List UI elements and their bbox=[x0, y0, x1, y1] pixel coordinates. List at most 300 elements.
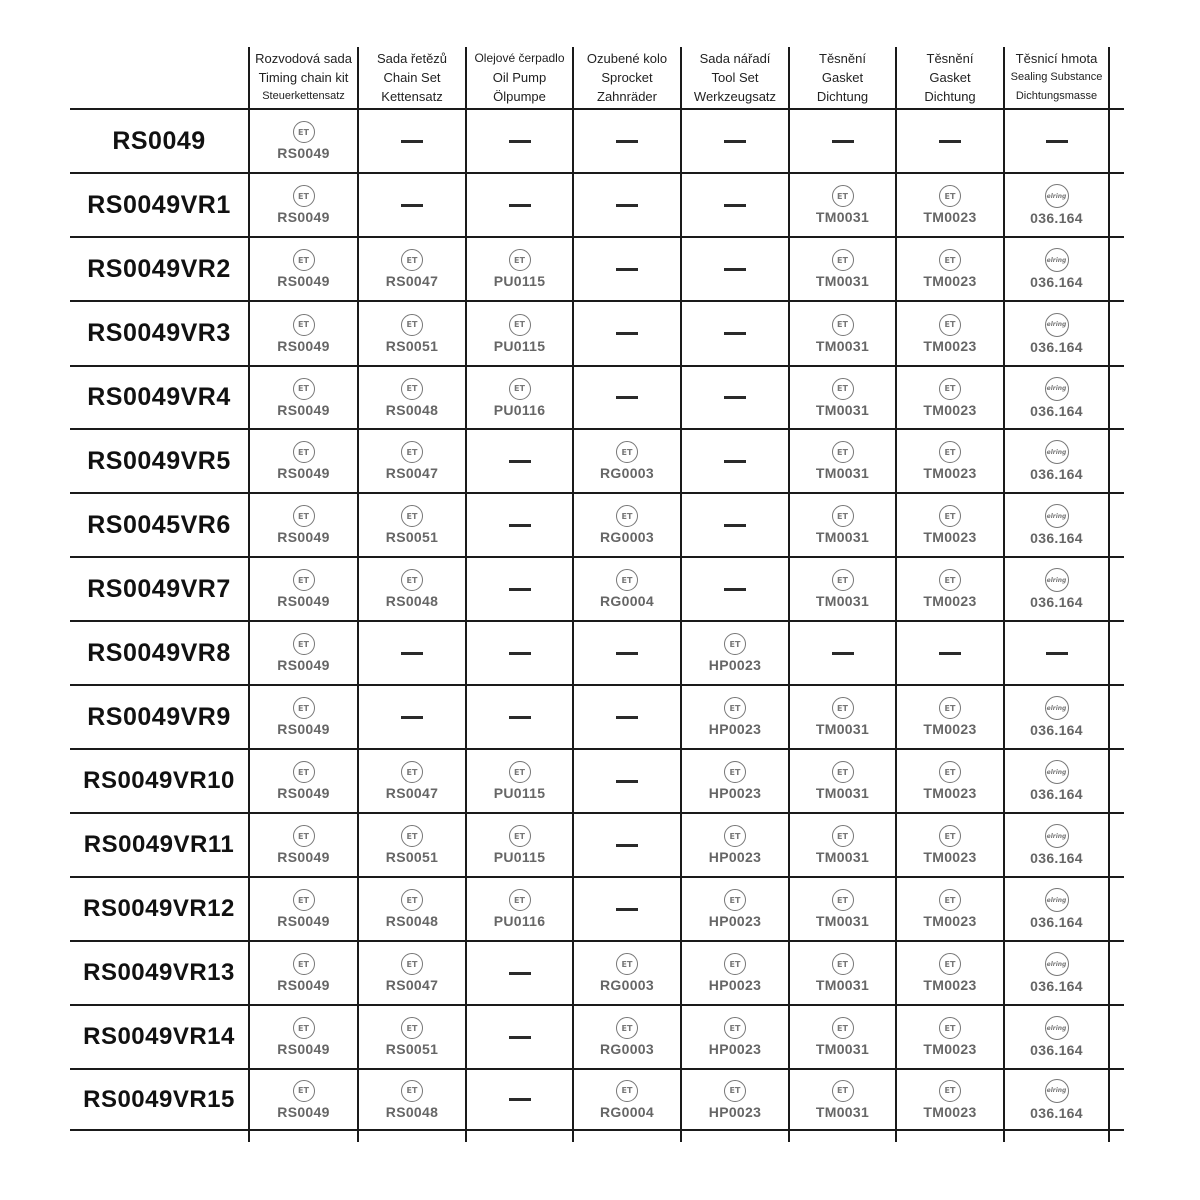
et-logo-icon: ET bbox=[293, 441, 315, 463]
not-applicable-dash bbox=[401, 204, 423, 207]
part-number: HP0023 bbox=[708, 1103, 762, 1120]
table-cell bbox=[789, 429, 896, 493]
table-cell bbox=[466, 1069, 573, 1130]
et-logo-icon: ET bbox=[832, 314, 854, 336]
table-cell bbox=[1004, 493, 1109, 557]
row-label: RS0049VR2 bbox=[87, 254, 231, 283]
not-applicable-dash bbox=[724, 332, 746, 335]
part-number: TM0023 bbox=[923, 913, 977, 929]
et-logo-icon: ET bbox=[616, 1080, 638, 1102]
et-logo-icon: ET bbox=[401, 378, 423, 400]
table-cell bbox=[681, 685, 789, 749]
table-cell bbox=[681, 1005, 789, 1069]
elring-logo-icon: elring bbox=[1045, 1016, 1069, 1040]
et-logo-icon: ET bbox=[616, 505, 638, 527]
part-number: TM0023 bbox=[923, 1041, 977, 1057]
column-header-line: Rozvodová sada bbox=[255, 50, 352, 66]
table-cell bbox=[466, 109, 573, 173]
table-cell bbox=[681, 493, 789, 557]
part-number: RS0048 bbox=[385, 401, 439, 418]
table-cell bbox=[789, 493, 896, 557]
not-applicable-dash bbox=[616, 396, 638, 399]
et-logo-icon: ET bbox=[509, 825, 531, 847]
part-number: 036.164 bbox=[1030, 914, 1083, 930]
part-number: PU0116 bbox=[493, 401, 546, 418]
et-logo-icon: ET bbox=[939, 314, 961, 336]
table-cell bbox=[573, 941, 681, 1005]
et-logo-icon: ET bbox=[832, 505, 854, 527]
et-logo-icon: ET bbox=[832, 889, 854, 911]
not-applicable-dash bbox=[509, 460, 531, 463]
part-number: TM0023 bbox=[923, 465, 977, 481]
column-header-line: Zahnräder bbox=[597, 88, 657, 104]
row-label: RS0049 bbox=[112, 126, 206, 155]
et-logo-icon: ET bbox=[401, 1017, 423, 1039]
part-number: RS0049 bbox=[277, 401, 330, 418]
column-header-line: Tool Set bbox=[711, 69, 759, 85]
row-label: RS0049VR7 bbox=[87, 574, 231, 603]
column-header bbox=[1004, 47, 1109, 107]
table-cell bbox=[358, 366, 466, 429]
not-applicable-dash bbox=[724, 524, 746, 527]
table-cell bbox=[789, 109, 896, 173]
part-number: RS0049 bbox=[277, 529, 330, 545]
part-number: TM0023 bbox=[923, 529, 977, 545]
part-number: HP0023 bbox=[708, 657, 762, 673]
et-logo-icon: ET bbox=[832, 185, 854, 207]
et-logo-icon: ET bbox=[939, 569, 961, 591]
table-cell bbox=[573, 173, 681, 237]
not-applicable-dash bbox=[509, 140, 531, 143]
table-cell bbox=[466, 173, 573, 237]
column-header-line: Dichtungsmasse bbox=[1015, 89, 1098, 102]
part-number: RS0047 bbox=[385, 977, 439, 993]
elring-logo-icon: elring bbox=[1045, 696, 1069, 720]
table-cell bbox=[358, 1069, 466, 1130]
part-number: TM0023 bbox=[923, 1103, 977, 1120]
elring-logo-icon: elring bbox=[1045, 377, 1069, 401]
table-cell bbox=[681, 366, 789, 429]
part-number: RS0049 bbox=[277, 657, 330, 673]
part-number: TM0023 bbox=[923, 337, 977, 354]
row-label: RS0049VR1 bbox=[87, 190, 231, 219]
table-cell bbox=[789, 621, 896, 685]
part-number: RS0051 bbox=[385, 337, 439, 354]
part-number: TM0031 bbox=[815, 529, 870, 545]
et-logo-icon: ET bbox=[401, 889, 423, 911]
et-logo-icon: ET bbox=[832, 825, 854, 847]
et-logo-icon: ET bbox=[509, 314, 531, 336]
et-logo-icon: ET bbox=[939, 505, 961, 527]
table-cell bbox=[466, 749, 573, 813]
column-header-line: Ölpumpe bbox=[493, 88, 546, 104]
table-cell bbox=[249, 1069, 358, 1130]
table-cell bbox=[573, 557, 681, 621]
et-logo-icon: ET bbox=[832, 953, 854, 975]
not-applicable-dash bbox=[401, 652, 423, 655]
part-number: PU0115 bbox=[493, 849, 546, 865]
table-cell bbox=[358, 877, 466, 941]
et-logo-icon: ET bbox=[832, 1080, 854, 1102]
not-applicable-dash bbox=[509, 524, 531, 527]
table-cell bbox=[358, 621, 466, 685]
table-cell bbox=[789, 366, 896, 429]
part-number: TM0023 bbox=[923, 209, 977, 225]
et-logo-icon: ET bbox=[401, 825, 423, 847]
table-cell bbox=[896, 493, 1004, 557]
et-logo-icon: ET bbox=[293, 697, 315, 719]
row-label: RS0049VR5 bbox=[87, 446, 231, 475]
part-number: RS0051 bbox=[385, 1041, 439, 1057]
et-logo-icon: ET bbox=[293, 121, 315, 143]
et-logo-icon: ET bbox=[293, 249, 315, 271]
et-logo-icon: ET bbox=[724, 633, 746, 655]
table-cell bbox=[789, 237, 896, 301]
et-logo-icon: ET bbox=[939, 761, 961, 783]
table-cell bbox=[466, 429, 573, 493]
table-cell bbox=[358, 301, 466, 366]
et-logo-icon: ET bbox=[939, 441, 961, 463]
et-logo-icon: ET bbox=[401, 505, 423, 527]
part-number: PU0116 bbox=[493, 913, 546, 929]
column-header-line: Werkzeugsatz bbox=[693, 88, 777, 104]
table-cell bbox=[681, 941, 789, 1005]
elring-logo-icon: elring bbox=[1045, 1079, 1069, 1103]
table-cell bbox=[466, 941, 573, 1005]
table-cell bbox=[573, 237, 681, 301]
column-header-line: Timing chain kit bbox=[258, 69, 349, 85]
not-applicable-dash bbox=[401, 716, 423, 719]
not-applicable-dash bbox=[616, 268, 638, 271]
row-label: RS0049VR10 bbox=[83, 767, 235, 794]
et-logo-icon: ET bbox=[939, 889, 961, 911]
not-applicable-dash bbox=[509, 1098, 531, 1101]
part-number: RS0051 bbox=[385, 529, 439, 545]
row-label: RS0049VR3 bbox=[87, 319, 231, 347]
table-cell bbox=[249, 621, 358, 685]
table-cell bbox=[789, 813, 896, 877]
not-applicable-dash bbox=[724, 588, 746, 591]
table-cell bbox=[681, 109, 789, 173]
table-cell bbox=[249, 813, 358, 877]
table-cell bbox=[681, 749, 789, 813]
et-logo-icon: ET bbox=[293, 569, 315, 591]
elring-logo-icon: elring bbox=[1045, 184, 1069, 208]
column-header-line: Sealing Substance bbox=[1010, 70, 1103, 83]
table-cell bbox=[1004, 366, 1109, 429]
part-number: RS0049 bbox=[277, 721, 330, 737]
et-logo-icon: ET bbox=[939, 185, 961, 207]
column-header bbox=[681, 47, 789, 107]
table-cell bbox=[1004, 557, 1109, 621]
not-applicable-dash bbox=[509, 716, 531, 719]
table-cell bbox=[896, 429, 1004, 493]
column-header-line: Oil Pump bbox=[492, 69, 547, 85]
table-cell bbox=[681, 429, 789, 493]
et-logo-icon: ET bbox=[401, 441, 423, 463]
row-label: RS0049VR13 bbox=[83, 959, 235, 986]
et-logo-icon: ET bbox=[832, 1017, 854, 1039]
table-cell bbox=[1004, 941, 1109, 1005]
et-logo-icon: ET bbox=[401, 761, 423, 783]
not-applicable-dash bbox=[724, 396, 746, 399]
not-applicable-dash bbox=[939, 140, 961, 143]
et-logo-icon: ET bbox=[509, 761, 531, 783]
et-logo-icon: ET bbox=[401, 249, 423, 271]
table-cell bbox=[1004, 877, 1109, 941]
table-cell bbox=[358, 109, 466, 173]
part-number: TM0031 bbox=[815, 465, 870, 481]
part-number: RS0048 bbox=[385, 593, 439, 609]
part-number: RG0003 bbox=[600, 977, 654, 993]
table-cell bbox=[789, 173, 896, 237]
table-cell bbox=[1004, 685, 1109, 749]
part-number: RS0049 bbox=[277, 145, 330, 161]
column-header-line: Steuerkettensatz bbox=[262, 89, 345, 102]
table-cell bbox=[789, 941, 896, 1005]
et-logo-icon: ET bbox=[616, 441, 638, 463]
table-cell bbox=[249, 685, 358, 749]
row-label: RS0049VR9 bbox=[87, 702, 231, 731]
row-label: RS0049VR11 bbox=[83, 831, 235, 858]
part-number: TM0031 bbox=[815, 1041, 870, 1057]
part-number: RS0049 bbox=[277, 209, 330, 225]
part-number: RG0003 bbox=[600, 1041, 654, 1057]
column-header-line: Ozubené kolo bbox=[586, 50, 668, 66]
table-cell bbox=[681, 301, 789, 366]
table-cell bbox=[466, 813, 573, 877]
not-applicable-dash bbox=[832, 652, 854, 655]
table-cell bbox=[896, 237, 1004, 301]
table-cell bbox=[681, 1069, 789, 1130]
part-number: 036.164 bbox=[1030, 530, 1083, 546]
part-number: RS0049 bbox=[277, 785, 330, 801]
table-cell bbox=[573, 1005, 681, 1069]
part-number: 036.164 bbox=[1030, 338, 1083, 355]
table-cell bbox=[358, 493, 466, 557]
part-number: RG0004 bbox=[600, 593, 654, 609]
table-cell bbox=[249, 366, 358, 429]
part-number: 036.164 bbox=[1030, 594, 1083, 610]
not-applicable-dash bbox=[724, 268, 746, 271]
part-number: 036.164 bbox=[1030, 402, 1083, 419]
table-cell bbox=[681, 557, 789, 621]
et-logo-icon: ET bbox=[724, 889, 746, 911]
table-cell bbox=[789, 1005, 896, 1069]
table-cell bbox=[1004, 109, 1109, 173]
table-cell bbox=[896, 301, 1004, 366]
part-number: TM0031 bbox=[815, 785, 870, 801]
row-label: RS0049VR12 bbox=[83, 895, 235, 922]
not-applicable-dash bbox=[509, 1036, 531, 1039]
et-logo-icon: ET bbox=[293, 314, 315, 336]
part-number: TM0031 bbox=[815, 849, 870, 865]
et-logo-icon: ET bbox=[509, 249, 531, 271]
et-logo-icon: ET bbox=[724, 953, 746, 975]
table-cell bbox=[573, 109, 681, 173]
et-logo-icon: ET bbox=[832, 569, 854, 591]
part-number: RS0049 bbox=[277, 593, 330, 609]
et-logo-icon: ET bbox=[401, 569, 423, 591]
et-logo-icon: ET bbox=[401, 953, 423, 975]
et-logo-icon: ET bbox=[293, 761, 315, 783]
column-header-line: Dichtung bbox=[924, 88, 976, 104]
et-logo-icon: ET bbox=[939, 1017, 961, 1039]
column-header bbox=[573, 47, 681, 107]
elring-logo-icon: elring bbox=[1045, 313, 1069, 337]
part-number: TM0031 bbox=[815, 337, 870, 354]
et-logo-icon: ET bbox=[401, 314, 423, 336]
table-cell bbox=[896, 941, 1004, 1005]
table-cell bbox=[789, 301, 896, 366]
part-number: 036.164 bbox=[1030, 1104, 1083, 1121]
elring-logo-icon: elring bbox=[1045, 824, 1069, 848]
table-cell bbox=[681, 877, 789, 941]
part-number: TM0023 bbox=[923, 785, 977, 801]
part-number: TM0023 bbox=[923, 721, 977, 737]
not-applicable-dash bbox=[509, 588, 531, 591]
part-number: RS0047 bbox=[385, 465, 439, 481]
not-applicable-dash bbox=[509, 204, 531, 207]
part-number: TM0031 bbox=[815, 977, 870, 993]
table-cell bbox=[1004, 1005, 1109, 1069]
part-number: 036.164 bbox=[1030, 786, 1083, 802]
part-number: HP0023 bbox=[708, 913, 762, 929]
table-cell bbox=[896, 557, 1004, 621]
table-cell bbox=[249, 493, 358, 557]
table-cell bbox=[1004, 173, 1109, 237]
row-label: RS0049VR14 bbox=[83, 1023, 235, 1050]
elring-logo-icon: elring bbox=[1045, 440, 1069, 464]
et-logo-icon: ET bbox=[832, 249, 854, 271]
table-cell bbox=[249, 173, 358, 237]
table-cell bbox=[466, 366, 573, 429]
table-cell bbox=[896, 749, 1004, 813]
et-logo-icon: ET bbox=[293, 825, 315, 847]
column-header-line: Sada řetězů bbox=[376, 50, 448, 66]
not-applicable-dash bbox=[724, 460, 746, 463]
column-header-line: Gasket bbox=[929, 69, 971, 85]
not-applicable-dash bbox=[401, 140, 423, 143]
part-number: TM0031 bbox=[815, 913, 870, 929]
part-number: RS0047 bbox=[385, 273, 439, 289]
table-cell bbox=[573, 1069, 681, 1130]
column-header bbox=[466, 47, 573, 107]
elring-logo-icon: elring bbox=[1045, 952, 1069, 976]
et-logo-icon: ET bbox=[939, 249, 961, 271]
et-logo-icon: ET bbox=[939, 378, 961, 400]
column-header-line: Sprocket bbox=[601, 69, 653, 85]
not-applicable-dash bbox=[616, 140, 638, 143]
table-cell bbox=[573, 301, 681, 366]
elring-logo-icon: elring bbox=[1045, 760, 1069, 784]
part-number: RS0049 bbox=[277, 273, 330, 289]
elring-logo-icon: elring bbox=[1045, 248, 1069, 272]
table-cell bbox=[466, 557, 573, 621]
table-cell bbox=[1004, 749, 1109, 813]
elring-logo-icon: elring bbox=[1045, 568, 1069, 592]
et-logo-icon: ET bbox=[293, 505, 315, 527]
table-cell bbox=[573, 749, 681, 813]
table-cell bbox=[249, 429, 358, 493]
table-cell bbox=[681, 813, 789, 877]
column-header bbox=[896, 47, 1004, 107]
not-applicable-dash bbox=[616, 908, 638, 911]
part-number: TM0023 bbox=[923, 593, 977, 609]
et-logo-icon: ET bbox=[724, 697, 746, 719]
part-number: RS0049 bbox=[277, 1103, 330, 1120]
table-cell bbox=[358, 237, 466, 301]
table-cell bbox=[789, 749, 896, 813]
table-cell bbox=[896, 1069, 1004, 1130]
table-cell bbox=[573, 429, 681, 493]
part-number: TM0031 bbox=[815, 209, 870, 225]
table-cell bbox=[249, 237, 358, 301]
part-number: TM0031 bbox=[815, 1103, 870, 1120]
not-applicable-dash bbox=[724, 204, 746, 207]
part-number: HP0023 bbox=[708, 785, 762, 801]
table-cell bbox=[896, 1005, 1004, 1069]
table-cell bbox=[358, 173, 466, 237]
table-cell bbox=[573, 493, 681, 557]
table-cell bbox=[573, 366, 681, 429]
part-number: 036.164 bbox=[1030, 722, 1083, 738]
column-header bbox=[249, 47, 358, 107]
part-number: HP0023 bbox=[708, 977, 762, 993]
table-cell bbox=[1004, 301, 1109, 366]
row-label: RS0049VR8 bbox=[87, 638, 231, 667]
et-logo-icon: ET bbox=[616, 569, 638, 591]
table-cell bbox=[573, 813, 681, 877]
table-cell bbox=[1004, 813, 1109, 877]
part-number: RS0049 bbox=[277, 337, 330, 354]
part-number: RS0048 bbox=[385, 913, 439, 929]
table-cell bbox=[789, 685, 896, 749]
row-label: RS0045VR6 bbox=[87, 510, 231, 539]
not-applicable-dash bbox=[616, 844, 638, 847]
column-header-line: Dichtung bbox=[816, 88, 869, 104]
part-number: RS0049 bbox=[277, 465, 330, 481]
table-cell bbox=[358, 941, 466, 1005]
et-logo-icon: ET bbox=[293, 633, 315, 655]
et-logo-icon: ET bbox=[401, 1080, 423, 1102]
part-number: TM0023 bbox=[923, 977, 977, 993]
table-cell bbox=[466, 621, 573, 685]
part-number: RS0048 bbox=[385, 1103, 439, 1120]
et-logo-icon: ET bbox=[724, 1017, 746, 1039]
table-cell bbox=[466, 685, 573, 749]
column-header bbox=[789, 47, 896, 107]
part-number: RS0049 bbox=[277, 913, 330, 929]
table-cell bbox=[681, 237, 789, 301]
et-logo-icon: ET bbox=[832, 761, 854, 783]
not-applicable-dash bbox=[509, 972, 531, 975]
table-cell bbox=[358, 749, 466, 813]
table-cell bbox=[249, 301, 358, 366]
table-cell bbox=[249, 557, 358, 621]
table-cell bbox=[896, 621, 1004, 685]
column-header-line: Kettensatz bbox=[381, 88, 443, 104]
part-number: HP0023 bbox=[708, 849, 762, 865]
part-number: 036.164 bbox=[1030, 274, 1083, 290]
row-label: RS0049VR15 bbox=[83, 1085, 235, 1113]
table-cell bbox=[573, 685, 681, 749]
table-cell bbox=[249, 877, 358, 941]
table-cell bbox=[896, 109, 1004, 173]
not-applicable-dash bbox=[832, 140, 854, 143]
table-cell bbox=[358, 429, 466, 493]
et-logo-icon: ET bbox=[724, 761, 746, 783]
